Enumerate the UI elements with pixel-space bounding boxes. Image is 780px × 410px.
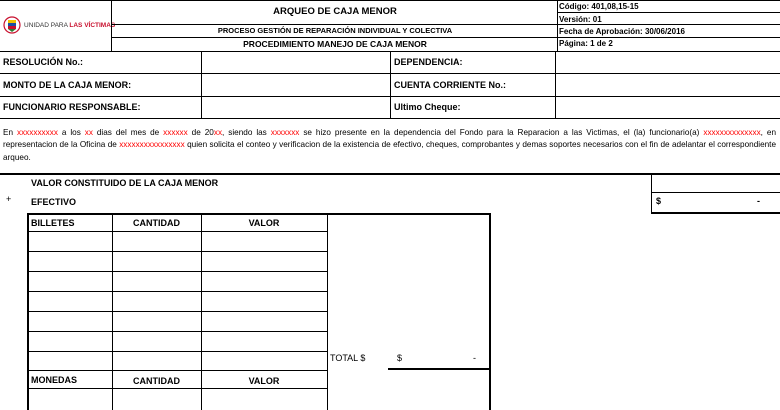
- divider: [27, 311, 327, 312]
- valor-header: VALOR: [248, 218, 280, 228]
- divider: [27, 388, 327, 389]
- arqueo-statement: En xxxxxxxxxx a los xx dias del mes de xxxxxx de 20xx, siendo las xxxxxxx se hizo presente en la dependencia del Fondo para la Reparacion a las Victimas, el (la) funcionario(a) xxxxxxxxxxxxxx, en representacion de la Oficina de xxxxxxxxxxxxxxxx quien solicita el conteo y verificacion de la existencia de efectivo, cheques, comprobantes y demas soportes necesarios con el fin de adelantar el correspondiente arqueo.: [3, 128, 776, 162]
- divider: [489, 213, 491, 410]
- divider: [201, 51, 202, 118]
- monto-label: MONTO DE LA CAJA MENOR:: [3, 80, 132, 90]
- plus-sign: +: [6, 194, 12, 204]
- logo: [3, 14, 115, 36]
- monedas-cantidad-header: CANTIDAD: [133, 376, 180, 386]
- total-value: -: [473, 353, 476, 363]
- divider: [557, 37, 780, 38]
- divider: [651, 173, 652, 213]
- divider: [557, 12, 780, 13]
- page-title: ARQUEO DE CAJA MENOR: [273, 6, 397, 17]
- valor-amount: -: [757, 196, 760, 206]
- divider: [27, 251, 327, 252]
- valor-currency: $: [656, 196, 662, 206]
- divider: [27, 351, 327, 352]
- dependencia-label: DEPENDENCIA:: [394, 57, 463, 67]
- colombia-coat-of-arms-icon: [3, 16, 21, 34]
- divider: [27, 231, 327, 232]
- divider: [111, 0, 112, 51]
- cuenta-corriente-label: CUENTA CORRIENTE No.:: [394, 80, 506, 90]
- divider: [27, 370, 327, 371]
- divider: [111, 37, 557, 38]
- divider: [0, 118, 780, 119]
- billetes-header: BILLETES: [31, 218, 75, 228]
- cantidad-header: CANTIDAD: [133, 218, 180, 228]
- divider: [27, 271, 327, 272]
- total-currency: $: [397, 353, 403, 363]
- divider: [0, 0, 780, 1]
- total-underline: [388, 368, 489, 370]
- funcionario-label: FUNCIONARIO RESPONSABLE:: [3, 102, 141, 112]
- monedas-header: MONEDAS: [31, 375, 78, 385]
- process-name: PROCESO GESTIÓN DE REPARACIÓN INDIVIDUAL Y COLECTIVA: [217, 26, 453, 35]
- efectivo-label: EFECTIVO: [31, 197, 77, 207]
- resolucion-label: RESOLUCIÓN No.:: [3, 57, 83, 67]
- document-version: Versión: 01: [559, 15, 602, 24]
- divider: [390, 51, 391, 118]
- divider: [27, 213, 491, 215]
- divider: [327, 213, 328, 410]
- page-number: Página: 1 de 2: [559, 39, 613, 48]
- divider: [555, 51, 556, 118]
- divider: [557, 24, 780, 25]
- divider: [557, 0, 558, 51]
- divider: [111, 24, 557, 25]
- divider: [27, 291, 327, 292]
- total-label: TOTAL $: [330, 353, 366, 363]
- divider: [651, 192, 780, 193]
- divider: [27, 331, 327, 332]
- divider: [651, 212, 780, 214]
- document-code: Código: 401,08,15-15: [559, 2, 639, 11]
- logo-text: UNIDAD PARA LAS VÍCTIMAS: [24, 21, 116, 29]
- divider: [0, 173, 780, 175]
- header-block: [0, 0, 780, 52]
- approval-date: Fecha de Aprobación: 30/06/2016: [559, 27, 685, 36]
- ultimo-cheque-label: Ultimo Cheque:: [394, 102, 461, 112]
- procedure-name: PROCEDIMIENTO MANEJO DE CAJA MENOR: [243, 39, 427, 49]
- monedas-valor-header: VALOR: [248, 376, 280, 386]
- valor-constituido-label: VALOR CONSTITUIDO DE LA CAJA MENOR: [31, 178, 219, 188]
